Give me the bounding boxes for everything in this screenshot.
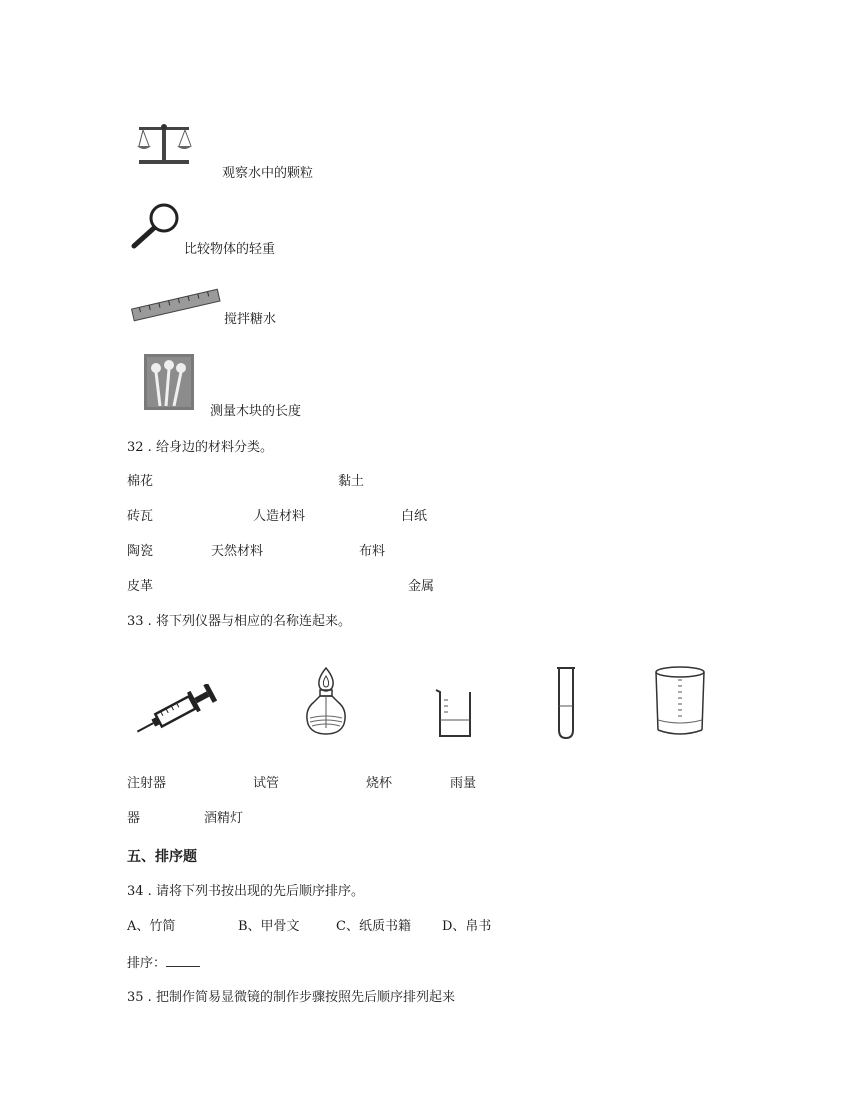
word-leather: 皮革 bbox=[127, 579, 154, 594]
word-clay: 黏土 bbox=[338, 474, 365, 489]
word-paper: 白纸 bbox=[401, 509, 428, 524]
word-cotton: 棉花 bbox=[127, 474, 154, 489]
option-d: D、帛书 bbox=[442, 919, 492, 934]
name-test-tube: 试管 bbox=[253, 776, 280, 791]
ruler-image bbox=[130, 286, 222, 330]
question-34-title: 34 . 请将下列书按出现的先后顺序排序。 bbox=[127, 884, 364, 899]
question-33-title: 33 . 将下列仪器与相应的名称连起来。 bbox=[127, 614, 351, 629]
answer-line bbox=[127, 954, 200, 972]
option-a: A、竹简 bbox=[127, 919, 176, 934]
question-32-title: 32 . 给身边的材料分类。 bbox=[127, 440, 273, 455]
word-cloth: 布料 bbox=[359, 544, 386, 559]
beaker-image bbox=[434, 686, 476, 744]
category-natural: 天然材料 bbox=[211, 544, 264, 559]
test-tube-image bbox=[556, 666, 576, 744]
question-35-title: 35 . 把制作简易显微镜的制作步骤按照先后顺序排列起来 bbox=[127, 990, 455, 1005]
match-label-4: 测量木块的长度 bbox=[210, 404, 302, 419]
balance-scale-image bbox=[135, 122, 193, 170]
word-metal: 金属 bbox=[408, 579, 435, 594]
alcohol-lamp-image bbox=[300, 666, 352, 742]
name-beaker: 烧杯 bbox=[366, 776, 393, 791]
option-c: C、纸质书籍 bbox=[336, 919, 411, 934]
match-label-1: 观察水中的颗粒 bbox=[222, 166, 314, 181]
name-alcohol-lamp: 酒精灯 bbox=[204, 811, 244, 826]
option-b: B、甲骨文 bbox=[238, 919, 300, 934]
name-rain-gauge-part2: 器 bbox=[127, 811, 141, 826]
rain-gauge-image bbox=[652, 664, 708, 742]
category-artificial: 人造材料 bbox=[253, 509, 306, 524]
stirring-rods-image bbox=[144, 354, 194, 414]
word-brick: 砖瓦 bbox=[127, 509, 154, 524]
magnifying-glass-image bbox=[130, 202, 182, 254]
answer-label: 排序： bbox=[127, 956, 167, 971]
match-label-3: 搅拌糖水 bbox=[224, 312, 277, 327]
section-heading: 五、排序题 bbox=[127, 849, 197, 865]
name-syringe: 注射器 bbox=[127, 776, 167, 791]
word-ceramic: 陶瓷 bbox=[127, 544, 154, 559]
name-rain-gauge-part1: 雨量 bbox=[450, 776, 477, 791]
syringe-image bbox=[132, 684, 224, 740]
match-label-2: 比较物体的轻重 bbox=[184, 242, 276, 257]
answer-blank[interactable] bbox=[166, 954, 200, 967]
